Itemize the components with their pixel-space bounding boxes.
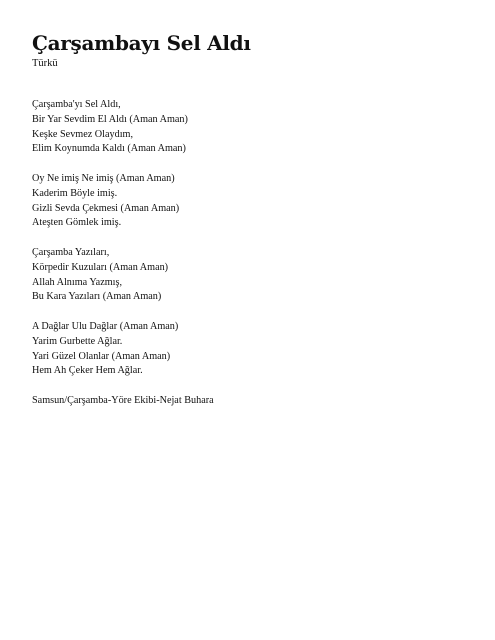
lyric-line: Ateşten Gömlek imiş. bbox=[32, 217, 122, 229]
document-page bbox=[32, 30, 472, 409]
lyric-line: Oy Ne imiş Ne imiş (Aman Aman) bbox=[32, 172, 175, 184]
lyric-line: Körpedir Kuzuları (Aman Aman) bbox=[32, 261, 169, 273]
lyric-line: A Dağlar Ulu Dağlar (Aman Aman) bbox=[32, 320, 179, 332]
lyric-line: Allah Alnıma Yazmış, bbox=[32, 276, 122, 288]
stanza-2 bbox=[32, 172, 472, 231]
stanza-4 bbox=[32, 320, 472, 379]
lyric-line: Çarşamba'yı Sel Aldı, bbox=[32, 99, 121, 110]
lyrics-body bbox=[32, 98, 472, 409]
lyric-line: Keşke Sevmez Olaydım, bbox=[32, 128, 133, 140]
lyric-line: Gizli Sevda Çekmesi (Aman Aman) bbox=[32, 202, 180, 214]
source-credit: Samsun/Çarşamba-Yöre Ekibi-Nejat Buhara bbox=[32, 394, 214, 406]
stanza-3 bbox=[32, 246, 472, 305]
lyric-line: Elim Koynumda Kaldı (Aman Aman) bbox=[32, 143, 186, 155]
page-subtitle: Türkü bbox=[32, 58, 58, 69]
page-title: Çarşambayı Sel Aldı bbox=[32, 31, 251, 55]
lyric-line: Yari Güzel Olanlar (Aman Aman) bbox=[32, 350, 171, 362]
lyric-line: Yarim Gurbette Ağlar. bbox=[32, 335, 123, 347]
lyric-line: Bir Yar Sevdim El Aldı (Aman Aman) bbox=[32, 113, 188, 125]
lyric-line: Hem Ah Çeker Hem Ağlar. bbox=[32, 365, 143, 377]
lyric-line: Bu Kara Yazıları (Aman Aman) bbox=[32, 291, 162, 303]
lyric-line: Kaderim Böyle imiş. bbox=[32, 187, 118, 199]
stanza-1 bbox=[32, 98, 472, 157]
lyric-line: Çarşamba Yazıları, bbox=[32, 246, 110, 258]
